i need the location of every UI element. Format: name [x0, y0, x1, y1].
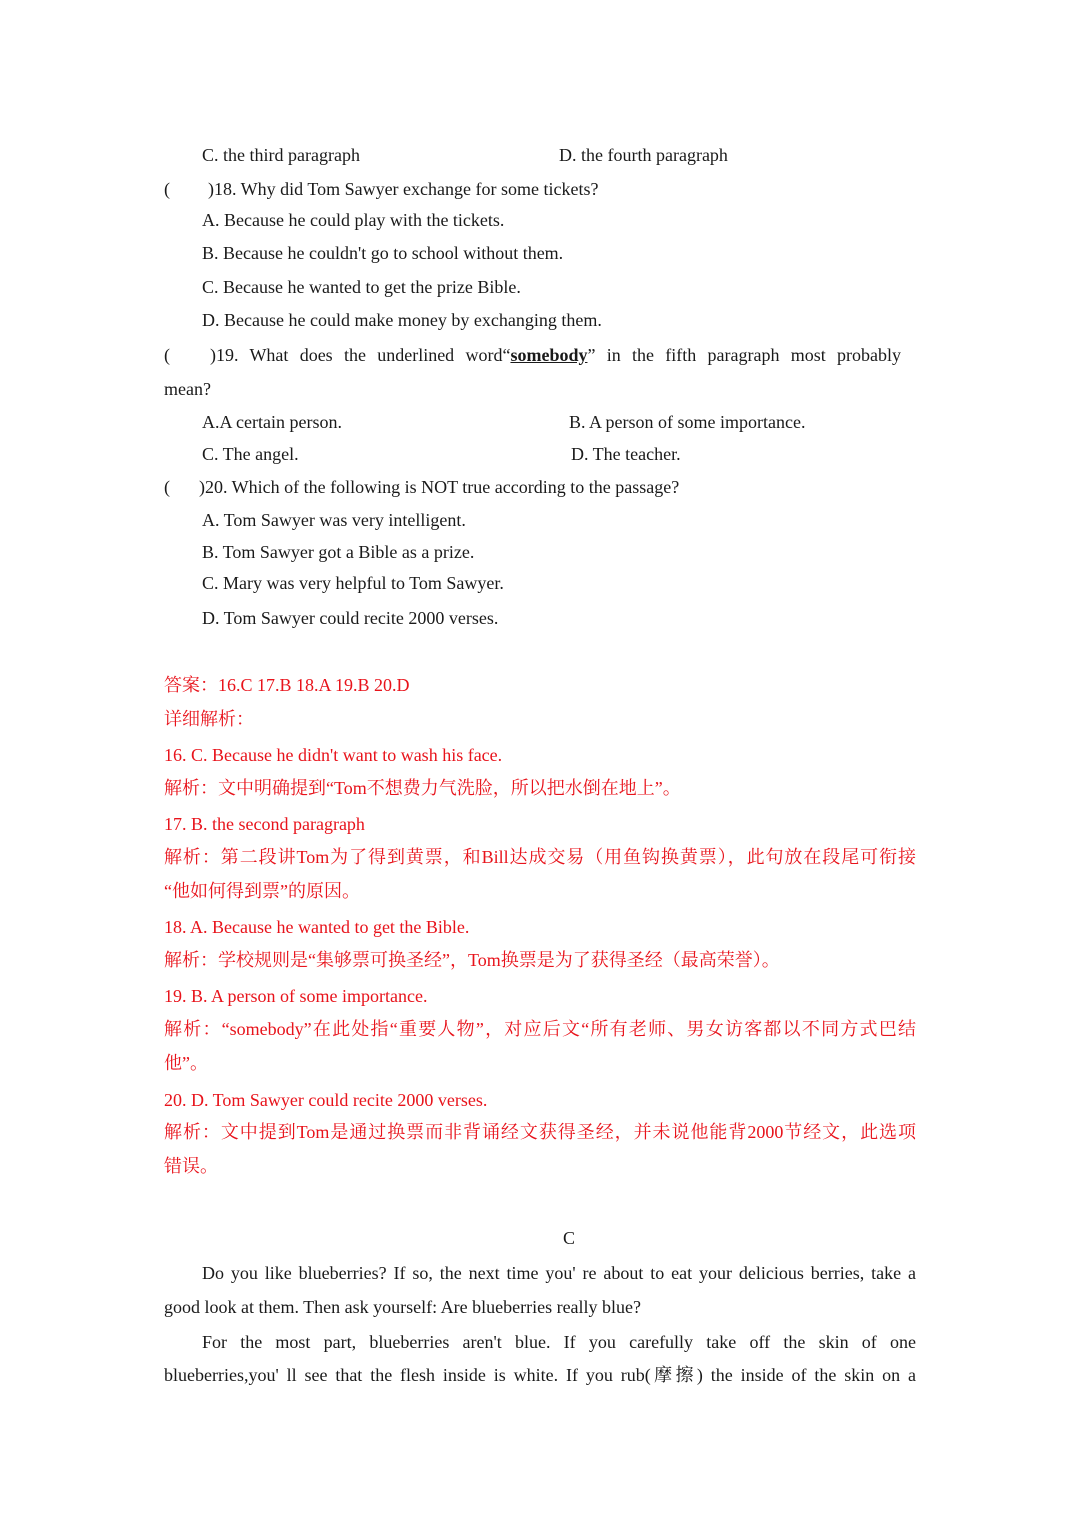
explanation-18: 解析：学校规则是“集够票可换圣经”，Tom换票是为了获得圣经（最高荣誉）。 [164, 950, 780, 970]
q20-option-a: A. Tom Sawyer was very intelligent. [202, 510, 466, 530]
q18-option-b: B. Because he couldn't go to school without them. [202, 243, 564, 263]
answer-20: 20. D. Tom Sawyer could recite 2000 verses. [164, 1090, 488, 1110]
q20-stem: )20. Which of the following is NOT true according to the passage? [199, 477, 680, 497]
q20-paren: ( [164, 477, 170, 497]
q18-option-a: A. Because he could play with the tickets. [202, 210, 505, 230]
q18-paren: ( [164, 179, 170, 199]
q20-option-b: B. Tom Sawyer got a Bible as a prize. [202, 542, 475, 562]
q19-stem-after: ” in the fifth paragraph most probably [587, 345, 902, 365]
q19-option-b: B. A person of some importance. [569, 412, 806, 432]
q17-option-d: D. the fourth paragraph [559, 145, 728, 165]
passage-c-p1-line1: Do you like blueberries? If so, the next time you' re about to eat your delicious berries, take a [202, 1263, 916, 1283]
q19-paren: ( [164, 345, 170, 365]
passage-c-p1-line2: good look at them. Then ask yourself: Are blueberries really blue? [164, 1297, 642, 1317]
q18-option-d: D. Because he could make money by exchanging them. [202, 310, 602, 330]
passage-c-p2-line2: blueberries,you' ll see that the flesh inside is white. If you rub(摩擦) the inside of the skin on a [164, 1365, 916, 1385]
answer-detail-heading: 详细解析： [164, 709, 254, 729]
q19-option-a: A.A certain person. [202, 412, 342, 432]
q19-option-c: C. The angel. [202, 444, 299, 464]
q19-stem-cont: mean? [164, 379, 211, 399]
answer-18: 18. A. Because he wanted to get the Bible. [164, 917, 470, 937]
explanation-20-line2: 错误。 [164, 1156, 218, 1176]
q19-stem-before: )19. What does the underlined word“ [210, 345, 511, 365]
passage-c-heading: C [563, 1228, 576, 1248]
q18-option-c: C. Because he wanted to get the prize Bible. [202, 277, 521, 297]
q19-stem [210, 343, 901, 367]
q19-option-d: D. The teacher. [571, 444, 681, 464]
passage-c-p2-line1: For the most part, blueberries aren't blue. If you carefully take off the skin of one [202, 1332, 916, 1352]
answer-17: 17. B. the second paragraph [164, 814, 365, 834]
q18-stem: )18. Why did Tom Sawyer exchange for some tickets? [208, 179, 599, 199]
q17-option-c: C. the third paragraph [202, 145, 360, 165]
explanation-20-line1: 解析：文中提到Tom是通过换票而非背诵经文获得圣经，并未说他能背2000节经文，此选项 [164, 1122, 916, 1142]
answer-16: 16. C. Because he didn't want to wash his face. [164, 745, 503, 765]
explanation-17-line2: “他如何得到票”的原因。 [164, 881, 360, 901]
explanation-19-line2: 他”。 [164, 1053, 208, 1073]
q20-option-d: D. Tom Sawyer could recite 2000 verses. [202, 608, 499, 628]
explanation-17-line1: 解析：第二段讲Tom为了得到黄票，和Bill达成交易（用鱼钩换黄票），此句放在段尾可衔接 [164, 847, 916, 867]
explanation-16: 解析：文中明确提到“Tom不想费力气洗脸，所以把水倒在地上”。 [164, 778, 681, 798]
answer-summary: 答案：16.C 17.B 18.A 19.B 20.D [164, 675, 410, 695]
q20-option-c: C. Mary was very helpful to Tom Sawyer. [202, 573, 504, 593]
q19-underlined-word: somebody [510, 345, 588, 365]
answer-19: 19. B. A person of some importance. [164, 986, 428, 1006]
explanation-19-line1: 解析：“somebody”在此处指“重要人物”，对应后文“所有老师、男女访客都以不同方式巴结 [164, 1019, 916, 1039]
